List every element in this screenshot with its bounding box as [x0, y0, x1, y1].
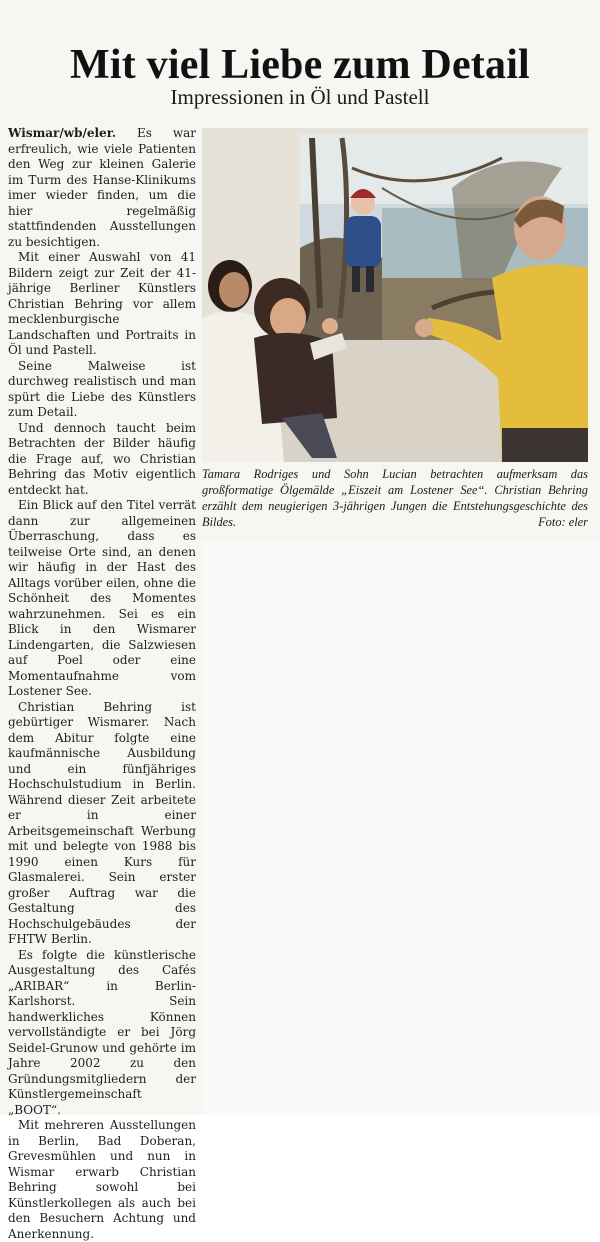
- photo-caption: [202, 466, 588, 530]
- article-paragraph: Mit einer Auswahl von 41 Bildern zeigt zur Zeit der 41-jährige Berliner Künstlers Christian Behring vor allem mecklenburgische Landschaften und Portraits in Öl und Pastell.: [8, 250, 196, 357]
- article-body: [8, 126, 196, 1242]
- article-paragraph: Ein Blick auf den Titel verrät dann zur allgemeinen Überraschung, dass es teilweise Orte sind, an denen wir häufig in der Hast des Alltags vorüber eilen, ohne die Schönheit des Momentes wahrzunehmen. Sei es ein Blick in den Wismarer Lindengarten, die Salzwiesen auf Poel oder eine Momentaufnahme vom Lostener See.: [8, 498, 196, 698]
- gallery-photo-illustration: [202, 128, 588, 462]
- paragraph-text: Es war erfreulich, wie viele Patienten den Weg zur kleinen Galerie im Turm des Hanse-Klinikums imer wieder finden, um die hier regelmäßig stattfindenden Ausstellungen zu besichtigen.: [8, 126, 196, 249]
- article-paragraph: Seine Malweise ist durchweg realistisch und man spürt die Liebe des Künstlers zum Detail.: [8, 358, 196, 419]
- article-paragraph: Und dennoch taucht beim Betrachten der Bilder häufig die Frage auf, wo Christian Behring das Motiv eigentlich entdeckt hat.: [8, 420, 196, 497]
- article-paragraph: Es folgte die künstlerische Ausgestaltung des Cafés „ARIBAR“ in Berlin-Karlshorst. Sein handwerkliches Können vervollständigte er bei Jörg Seidel-Grunow und gehörte im Jahre 2002 zu den Gründungsmitgliedern der Künstlergemeinschaft „BOOT“.: [8, 947, 196, 1117]
- article-headline: Mit viel Liebe zum Detail: [70, 42, 530, 89]
- article-paragraph: Christian Behring ist gebürtiger Wismarer. Nach dem Abitur folgte eine kaufmännische Ausbildung und ein fünfjähriges Hochschulstudium in Berlin. Während dieser Zeit arbeitete er in einer Arbeitsgemeinschaft Werbung mit und belegte von 1988 bis 1990 einen Kurs für Glasmalerei. Sein erster großer Auftrag war die Gestaltung des Hochschulgebäudes der FHTW Berlin.: [8, 699, 196, 946]
- blank-page-area: [202, 540, 600, 1115]
- article-photo: [202, 128, 588, 462]
- caption-text: Tamara Rodriges und Sohn Lucian betrachten aufmerksam das großformatige Ölgemälde „Eiszeit am Lostener See“. Christian Behring erzählt dem neugierigen 3-jährigen Jungen die Entstehungsgeschichte des Bildes.: [202, 467, 588, 529]
- article-dateline: Wismar/wb/eler.: [8, 126, 117, 140]
- article-paragraph: Mit mehreren Ausstellungen in Berlin, Bad Doberan, Grevesmühlen und nun in Wismar erwarb Christian Behring sowohl bei Künstlerkollegen als auch bei den Besuchern Achtung und Anerkennung.: [8, 1118, 196, 1241]
- article-paragraph: [8, 126, 196, 250]
- article-subheadline: Impressionen in Öl und Pastell: [170, 85, 430, 109]
- photo-credit: Foto: eler: [538, 515, 588, 529]
